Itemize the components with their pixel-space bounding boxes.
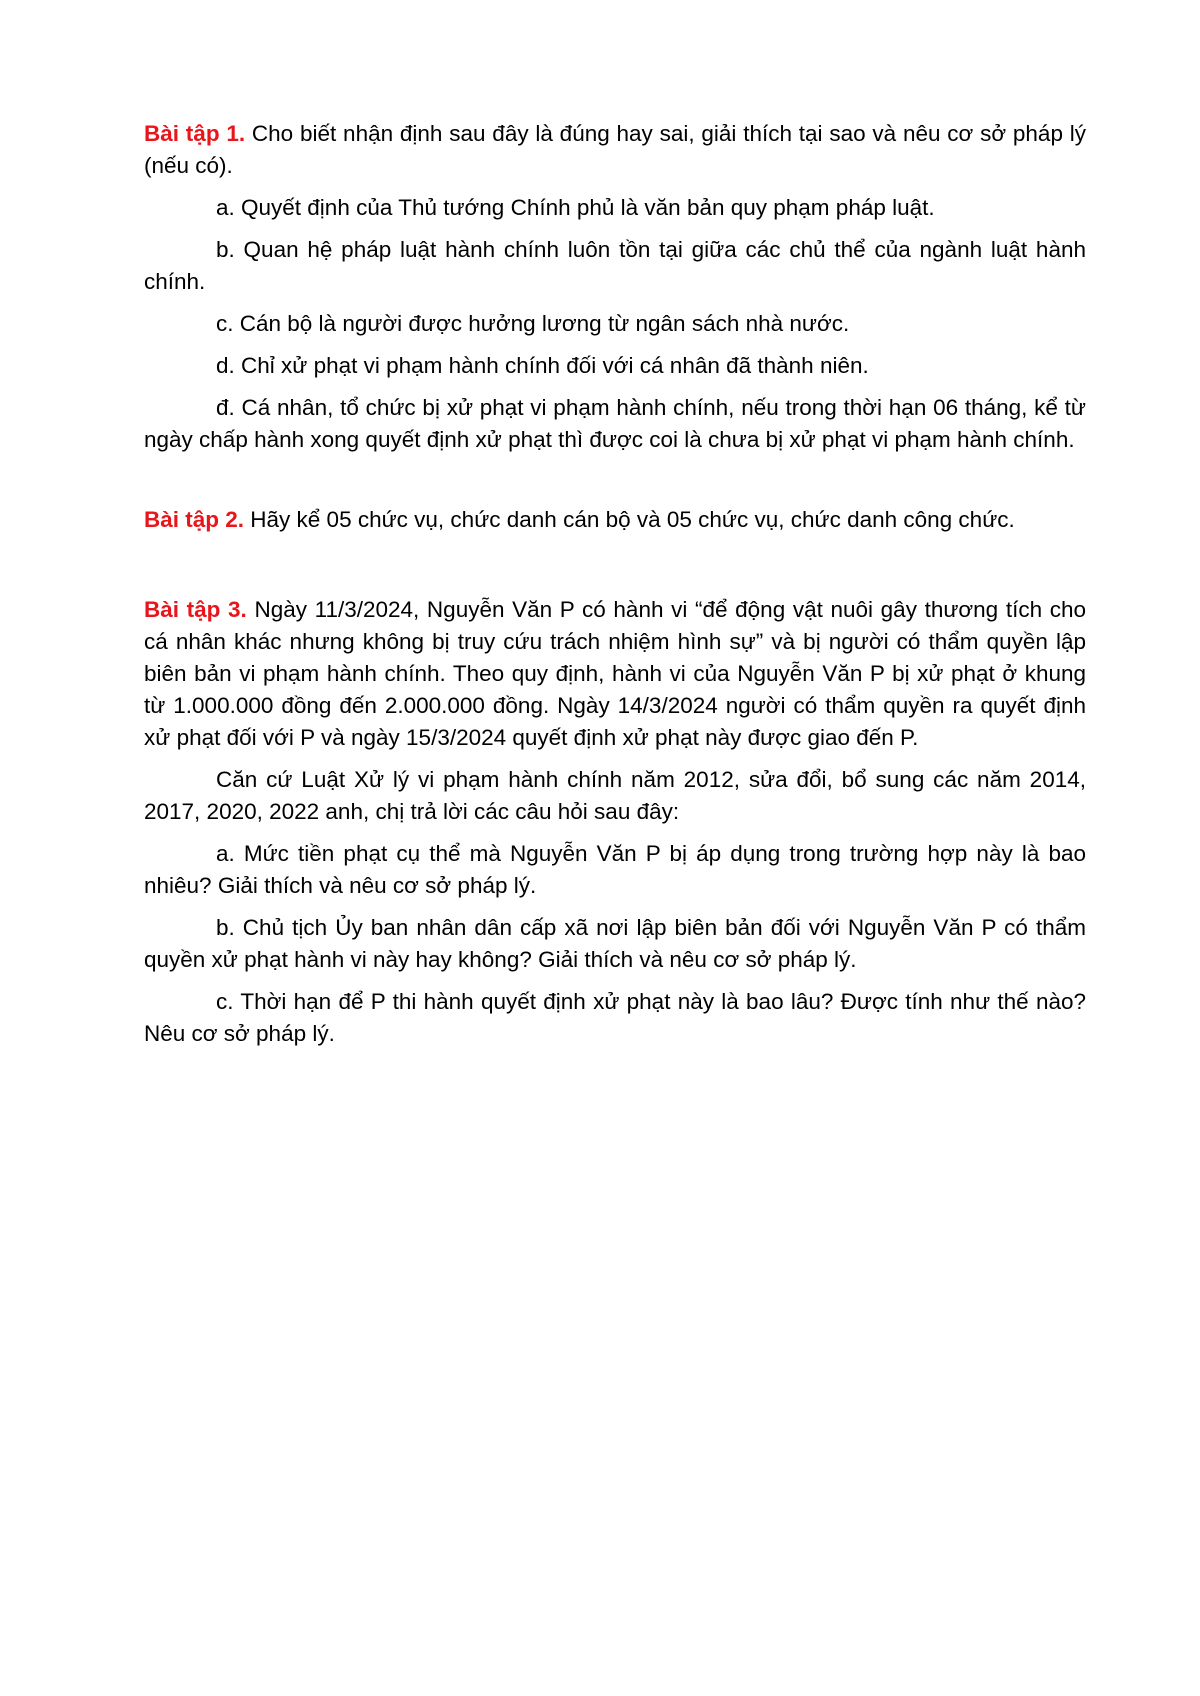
exercise-3-question-b: b. Chủ tịch Ủy ban nhân dân cấp xã nơi lập biên bản đối với Nguyễn Văn P có thẩm quyền xử phạt hành vi này hay không? Giải thích và nêu cơ sở pháp lý. xyxy=(144,915,1086,972)
exercise-3-prompt-text: Ngày 11/3/2024, Nguyễn Văn P có hành vi “để động vật nuôi gây thương tích cho cá nhân khác nhưng không bị truy cứu trách nhiệm hình sự” và bị người có thẩm quyền lập biên bản vi phạm hành chính. Theo quy định, hành vi của Nguyễn Văn P bị xử phạt ở khung từ 1.000.000 đồng đến 2.000.000 đồng. Ngày 14/3/2024 người có thẩm quyền ra quyết định xử phạt đối với P và ngày 15/3/2024 quyết định xử phạt này được giao đến P. xyxy=(144,597,1087,750)
exercise-2-heading: Bài tập 2. xyxy=(144,507,245,532)
exercise-1-item-c: c. Cán bộ là người được hưởng lương từ ngân sách nhà nước. xyxy=(216,311,850,336)
exercise-1 xyxy=(144,118,1086,456)
exercise-3 xyxy=(144,594,1086,1050)
exercise-1-prompt-text: Cho biết nhận định sau đây là đúng hay sai, giải thích tại sao và nêu cơ sở pháp lý (nếu có). xyxy=(144,121,1087,178)
exercise-2-prompt-text: Hãy kể 05 chức vụ, chức danh cán bộ và 05 chức vụ, chức danh công chức. xyxy=(244,507,1015,532)
exercise-3-question-a: a. Mức tiền phạt cụ thể mà Nguyễn Văn P bị áp dụng trong trường hợp này là bao nhiêu? Giải thích và nêu cơ sở pháp lý. xyxy=(144,841,1086,898)
exercise-3-prompt xyxy=(144,594,1086,754)
exercise-2-prompt xyxy=(144,504,1086,536)
exercise-1-prompt xyxy=(144,118,1086,182)
exercise-1-item-dd: đ. Cá nhân, tổ chức bị xử phạt vi phạm hành chính, nếu trong thời hạn 06 tháng, kể từ ngày chấp hành xong quyết định xử phạt thì được coi là chưa bị xử phạt vi phạm hành chính. xyxy=(144,395,1086,452)
exercise-2 xyxy=(144,504,1086,536)
exercise-1-item-b: b. Quan hệ pháp luật hành chính luôn tồn tại giữa các chủ thể của ngành luật hành chính. xyxy=(144,237,1086,294)
exercise-1-item-d: d. Chỉ xử phạt vi phạm hành chính đối với cá nhân đã thành niên. xyxy=(216,353,869,378)
exercise-3-heading: Bài tập 3. xyxy=(144,597,247,622)
exercise-3-intro: Căn cứ Luật Xử lý vi phạm hành chính năm 2012, sửa đổi, bổ sung các năm 2014, 2017, 2020, 2022 anh, chị trả lời các câu hỏi sau đây: xyxy=(144,767,1086,824)
document-page xyxy=(144,118,1086,1060)
exercise-1-heading: Bài tập 1. xyxy=(144,121,246,146)
exercise-1-item-a: a. Quyết định của Thủ tướng Chính phủ là văn bản quy phạm pháp luật. xyxy=(216,195,935,220)
exercise-3-question-c: c. Thời hạn để P thi hành quyết định xử phạt này là bao lâu? Được tính như thế nào? Nêu cơ sở pháp lý. xyxy=(144,989,1086,1046)
